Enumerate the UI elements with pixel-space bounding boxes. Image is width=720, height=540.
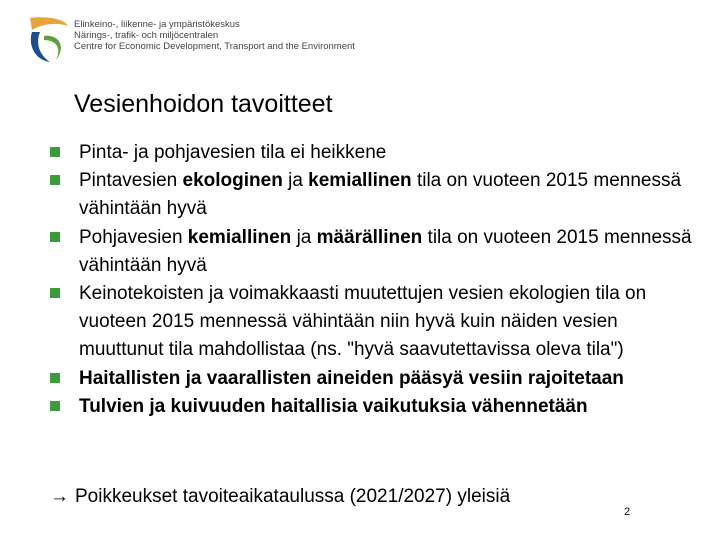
bullet-square-icon — [50, 288, 60, 298]
org-name-sv: Närings-, trafik- och miljöcentralen — [74, 30, 219, 41]
list-item: Haitallisten ja vaarallisten aineiden pääsyä vesiin rajoitetaan — [64, 365, 704, 393]
goal-list — [64, 139, 704, 421]
list-item: Pinta- ja pohjavesien tila ei heikkene — [64, 139, 704, 167]
list-item: Keinotekoisten ja voimakkaasti muutettujen vesien ekologien tila on vuoteen 2015 mennessä vähintään niin hyvä kuin näiden vesien muuttunut tila mahdollistaa (ns. "hyvä saavutettavissa oleva tila") — [64, 280, 704, 365]
page-number: 2 — [624, 506, 631, 518]
bullet-square-icon — [50, 373, 60, 383]
list-item: Pohjavesien kemiallinen ja määrällinen tila on vuoteen 2015 mennessä vähintään hyvä — [64, 224, 704, 280]
arrow-right-icon: → — [50, 486, 69, 507]
slide-title: Vesienhoidon tavoitteet — [74, 90, 333, 118]
bullet-square-icon — [50, 232, 60, 242]
exceptions-note: → Poikkeukset tavoiteaikataulussa (2021/2027) yleisiä — [64, 483, 510, 511]
org-name-en: Centre for Economic Development, Transport and the Environment — [74, 41, 355, 52]
organization-name — [74, 19, 355, 52]
bullet-square-icon — [50, 147, 60, 157]
list-item: Tulvien ja kuivuuden haitallisia vaikutuksia vähennetään — [64, 393, 704, 421]
list-item: Pintavesien ekologinen ja kemiallinen tila on vuoteen 2015 mennessä vähintään hyvä — [64, 167, 704, 223]
bullet-square-icon — [50, 175, 60, 185]
org-name-fi: Elinkeino-, liikenne- ja ympäristökeskus — [74, 19, 240, 30]
bullet-square-icon — [50, 401, 60, 411]
ely-emblem-icon — [26, 14, 72, 66]
